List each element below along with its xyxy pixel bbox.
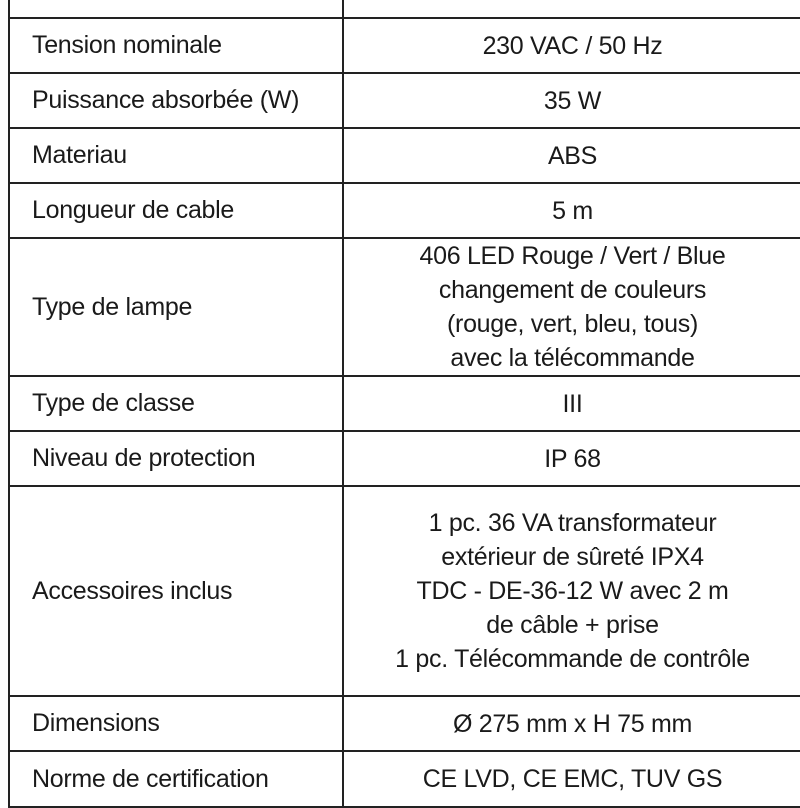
spec-value-line: avec la télécommande — [450, 344, 695, 372]
spec-row-certification — [9, 751, 800, 807]
spec-row-top-partial — [9, 0, 800, 18]
spec-value — [343, 128, 800, 183]
spec-value — [343, 696, 800, 751]
spec-value-line: III — [562, 389, 583, 418]
spec-value-line: (rouge, vert, bleu, tous) — [447, 310, 698, 338]
spec-label: Longueur de cable — [9, 183, 343, 238]
spec-value — [343, 0, 800, 18]
spec-value-line: CE LVD, CE EMC, TUV GS — [422, 765, 723, 793]
spec-value-line: extérieur de sûreté IPX4 — [441, 543, 704, 571]
spec-label: Norme de certification — [9, 751, 343, 807]
spec-row-accessoires — [9, 486, 800, 696]
spec-value — [343, 18, 800, 73]
spec-row-materiau — [9, 128, 800, 183]
spec-value-line: 5 m — [552, 196, 593, 225]
spec-label: Tension nominale — [9, 18, 343, 73]
spec-label: Type de lampe — [9, 238, 343, 376]
spec-label: Materiau — [9, 128, 343, 183]
spec-label: Puissance absorbée (W) — [9, 73, 343, 128]
spec-row-tension — [9, 18, 800, 73]
spec-value-line: de câble + prise — [486, 611, 659, 639]
spec-row-dimensions — [9, 696, 800, 751]
spec-value-line: 230 VAC / 50 Hz — [482, 31, 663, 60]
spec-row-classe — [9, 376, 800, 431]
spec-row-lampe — [9, 238, 800, 376]
spec-value — [343, 73, 800, 128]
spec-value-line: 35 W — [543, 86, 602, 115]
spec-label: Type de classe — [9, 376, 343, 431]
spec-value-line: Ø 275 mm x H 75 mm — [452, 709, 693, 738]
spec-row-puissance — [9, 73, 800, 128]
spec-table — [8, 0, 800, 808]
spec-label — [9, 0, 343, 18]
spec-row-protection — [9, 431, 800, 486]
spec-value — [343, 238, 800, 376]
spec-value — [343, 486, 800, 696]
spec-value-line: 406 LED Rouge / Vert / Blue — [419, 242, 726, 270]
spec-value — [343, 376, 800, 431]
spec-label: Dimensions — [9, 696, 343, 751]
spec-value — [343, 431, 800, 486]
spec-value — [343, 751, 800, 807]
spec-value — [343, 183, 800, 238]
spec-value-line: 1 pc. 36 VA transformateur — [428, 509, 717, 537]
spec-value-line: IP 68 — [544, 444, 601, 473]
spec-value-line: 1 pc. Télécommande de contrôle — [395, 645, 750, 673]
spec-value-line: ABS — [547, 141, 598, 170]
spec-value-line: changement de couleurs — [438, 276, 707, 304]
spec-row-longueur — [9, 183, 800, 238]
spec-label: Accessoires inclus — [9, 486, 343, 696]
spec-value-line: TDC - DE-36-12 W avec 2 m — [416, 577, 729, 605]
spec-label: Niveau de protection — [9, 431, 343, 486]
